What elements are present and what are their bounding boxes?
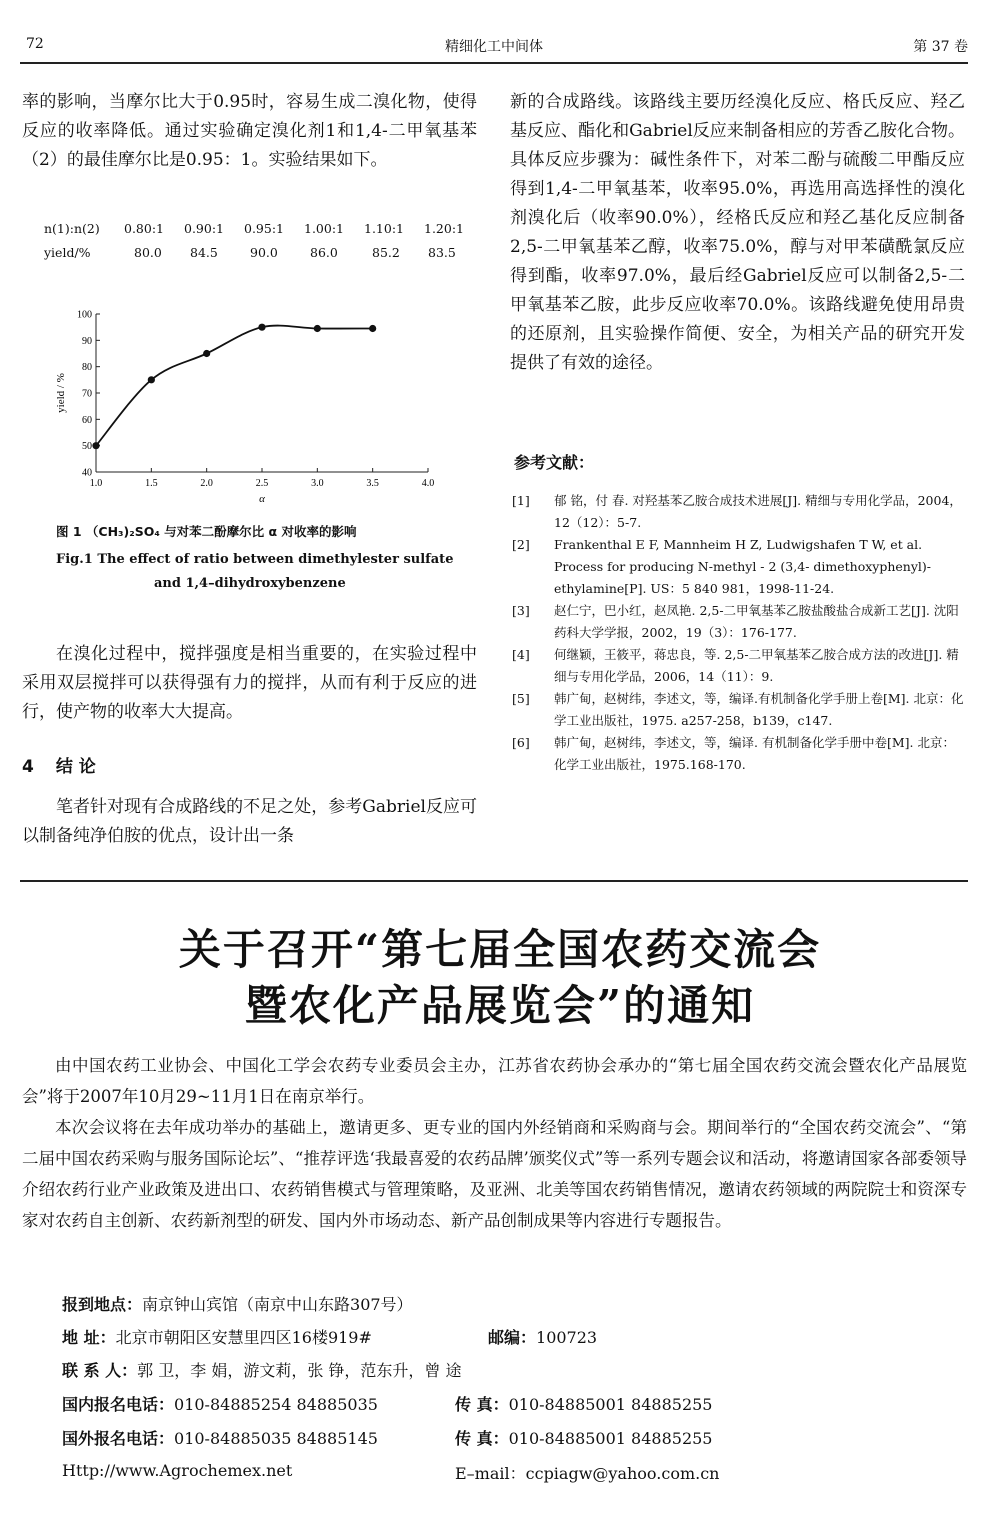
y-tick-label: 40 — [82, 467, 92, 479]
y-tick-label: 90 — [82, 335, 92, 347]
notice-title — [0, 922, 1000, 1034]
contacts-value: 郭 卫，李 娟，游文莉，张 铮，范东升，曾 途 — [137, 1361, 462, 1380]
figure-caption-en-line-2: and 1,4–dihydroxybenzene — [154, 576, 346, 591]
notice-title-line-1: 关于召开“第七届全国农药交流会 — [178, 925, 822, 974]
x-tick-label: 4.0 — [421, 478, 435, 489]
left-column-intro — [22, 88, 477, 175]
table-header-yield: yield/% — [44, 245, 91, 260]
domestic-fax-label: 传 真： — [455, 1395, 509, 1414]
page-number: 72 — [26, 36, 44, 52]
zip-value: 100723 — [536, 1328, 598, 1347]
reference-text: 韩广甸，赵树纬，李述文，等，编译.有机制备化学手册上卷[M]. 北京：化学工业出版社，1975. a257-258，b139，c147. — [554, 691, 964, 728]
x-axis-title: α — [259, 493, 265, 505]
y-tick-label: 50 — [82, 441, 92, 453]
data-point — [203, 350, 210, 357]
domestic-phone-label: 国内报名电话： — [62, 1395, 175, 1414]
volume-label: 第 37 卷 — [913, 39, 968, 55]
x-tick-label: 3.0 — [311, 478, 324, 489]
table-row-yield — [44, 242, 484, 266]
figure-caption-zh: 图 1 （CH₃)₂SO₄ 与对苯二酚摩尔比 α 对收率的影响 — [56, 524, 357, 539]
reference-text: 韩广甸，赵树纬，李述文，等，编译. 有机制备化学手册中卷[M]. 北京：化学工业出版社，1975.168-170. — [554, 735, 955, 772]
reference-number: [3] — [512, 603, 530, 618]
venue-label: 报到地点： — [62, 1295, 143, 1314]
stirring-paragraph: 在溴化过程中，搅拌强度是相当重要的，在实验过程中采用双层搅拌可以获得强有力的搅拌，从而有利于反应的进行，使产物的收率大大提高。 — [22, 644, 477, 722]
table-cell: 83.5 — [428, 245, 456, 260]
figure-caption-en-line-1: Fig.1 The effect of ratio between dimethylester sulfate — [56, 552, 454, 567]
notice-paragraph-1: 由中国农药工业协会、中国化工学会农药专业委员会主办，江苏省农药协会承办的“第七届全国农药交流会暨农化产品展览会”将于2007年10月29~11月1日在南京举行。 — [22, 1056, 967, 1106]
intl-phone-value: 010-84885035 84885145 — [174, 1429, 378, 1448]
left-paragraph-1: 率的影响，当摩尔比大于0.95时，容易生成二溴化物，使得反应的收率降低。通过实验确定溴化剂1和1,4-二甲氧基苯（2）的最佳摩尔比是0.95：1。实验结果如下。 — [22, 92, 477, 170]
y-axis-title: yield / % — [55, 373, 67, 413]
address-line — [62, 1325, 372, 1348]
venue-line — [62, 1292, 413, 1315]
conclusion-paragraph: 笔者针对现有合成路线的不足之处，参考Gabriel反应可以制备纯净伯胺的优点，设计出一条 — [22, 797, 477, 846]
data-point — [148, 376, 155, 383]
reference-item — [512, 732, 967, 776]
intl-phone-label: 国外报名电话： — [62, 1429, 175, 1448]
section-number: 4 — [22, 757, 34, 777]
email-link[interactable]: ccpiagw@yahoo.com.cn — [525, 1464, 720, 1483]
x-tick-label: 2.0 — [200, 478, 213, 489]
reference-text: 赵仁宁，巴小红，赵凤艳. 2,5-二甲氧基苯乙胺盐酸盐合成新工艺[J]. 沈阳药科大学学报，2002，19（3）：176-177. — [554, 603, 959, 640]
email-label: E–mail： — [455, 1464, 526, 1483]
email-line — [455, 1461, 719, 1484]
table-cell: 1.20:1 — [424, 221, 464, 236]
contacts-line — [62, 1358, 462, 1381]
intl-fax-line — [455, 1426, 712, 1449]
series-line — [96, 326, 373, 446]
yield-line-chart — [30, 302, 450, 512]
x-tick-label: 1.5 — [145, 478, 158, 489]
x-tick-label: 2.5 — [255, 478, 269, 489]
reference-item — [512, 600, 967, 644]
intl-phone-line — [62, 1426, 378, 1449]
y-tick-label: 70 — [82, 388, 92, 400]
data-point — [314, 325, 321, 332]
table-cell: 80.0 — [134, 245, 162, 260]
table-cell: 0.95:1 — [244, 221, 284, 236]
section-title: 结 论 — [55, 757, 96, 777]
zip-label: 邮编： — [488, 1328, 537, 1347]
reference-number: [5] — [512, 691, 530, 706]
notice-body — [22, 1050, 967, 1236]
domestic-fax-value: 010-84885001 84885255 — [508, 1395, 713, 1414]
header-rule — [20, 62, 968, 64]
reference-text: Frankenthal E F, Mannheim H Z, Ludwigshafen T W, et al. Process for producing N-methyl - 2 (3,4- dimethoxyphenyl)-ethylamine[P]. US：5 840 981，1998-11-24. — [554, 537, 932, 596]
table-cell: 84.5 — [190, 245, 218, 260]
reference-item — [512, 644, 967, 688]
data-point — [92, 442, 99, 449]
reference-item — [512, 490, 967, 534]
table-cell: 90.0 — [250, 245, 278, 260]
table-cell: 0.90:1 — [184, 221, 224, 236]
yield-table — [44, 218, 484, 266]
address-label: 地 址： — [62, 1328, 116, 1347]
domestic-phone-value: 010-84885254 84885035 — [174, 1395, 378, 1414]
page-header — [20, 30, 968, 60]
y-tick-label: 60 — [82, 414, 92, 426]
venue-value: 南京钟山宾馆（南京中山东路307号） — [142, 1295, 413, 1314]
stirring-section — [22, 640, 477, 727]
data-point — [369, 325, 376, 332]
conclusion-section — [22, 793, 477, 851]
figure-caption-en — [56, 548, 456, 596]
reference-text: 何继颖，王筱平，蒋忠良，等. 2,5-二甲氧基苯乙胺合成方法的改进[J]. 精细与专用化学品，2006，14（11）：9. — [554, 647, 959, 684]
address-value: 北京市朝阳区安慧里四区16楼919# — [115, 1328, 372, 1347]
reference-number: [6] — [512, 735, 530, 750]
journal-name: 精细化工中间体 — [445, 39, 543, 55]
references-heading: 参考文献： — [514, 453, 595, 472]
domestic-phone-line — [62, 1392, 378, 1415]
table-cell: 1.10:1 — [364, 221, 404, 236]
reference-number: [4] — [512, 647, 530, 662]
references-list — [512, 490, 967, 776]
table-cell: 86.0 — [310, 245, 338, 260]
data-point — [258, 324, 265, 331]
zip-line — [488, 1325, 597, 1348]
domestic-fax-line — [455, 1392, 712, 1415]
intl-fax-value: 010-84885001 84885255 — [508, 1429, 713, 1448]
reference-item — [512, 688, 967, 732]
section-heading-conclusion — [22, 752, 96, 777]
reference-number: [2] — [512, 537, 530, 552]
table-cell: 1.00:1 — [304, 221, 344, 236]
contacts-label: 联 系 人： — [62, 1361, 138, 1380]
reference-item — [512, 534, 967, 600]
intl-fax-label: 传 真： — [455, 1429, 509, 1448]
notice-title-line-2: 暨农化产品展览会”的通知 — [244, 981, 756, 1030]
y-tick-label: 100 — [77, 309, 92, 321]
table-cell: 85.2 — [372, 245, 400, 260]
right-column — [510, 88, 965, 378]
right-paragraph-1: 新的合成路线。该路线主要历经溴化反应、格氏反应、羟乙基反应、酯化和Gabriel反应来制备相应的芳香乙胺化合物。具体反应步骤为：碱性条件下，对苯二酚与硫酸二甲酯反应得到1,4-二甲氧基苯，收率95.0%，再选用高选择性的溴化剂溴化后（收率90.0%），经格氏反应和羟乙基化反应制备2,5-二甲氧基苯乙醇，收率75.0%，醇与对甲苯磺酰氯反应得到酯，收率97.0%，最后经Gabriel反应可以制备2,5-二甲氧基苯乙胺，此步反应收率70.0%。该路线避免使用昂贵的还原剂，且实验操作简便、安全，为相关产品的研究开发提供了有效的途径。 — [510, 92, 965, 373]
reference-text: 郁 铭，付 春. 对羟基苯乙胺合成技术进展[J]. 精细与专用化学品，2004，12（12）：5-7. — [554, 493, 962, 530]
reference-number: [1] — [512, 493, 530, 508]
x-tick-label: 1.0 — [89, 478, 103, 489]
section-divider — [20, 880, 968, 882]
website-link[interactable]: Http://www.Agrochemex.net — [62, 1461, 293, 1480]
table-cell: 0.80:1 — [124, 221, 164, 236]
y-tick-label: 80 — [82, 362, 92, 374]
x-tick-label: 3.5 — [366, 478, 379, 489]
notice-paragraph-2: 本次会议将在去年成功举办的基础上，邀请更多、更专业的国内外经销商和采购商与会。期间举行的“全国农药交流会”、“第二届中国农药采购与服务国际论坛”、“推荐评选‘我最喜爱的农药品牌’颁奖仪式”等一系列专题会议和活动，将邀请国家各部委领导介绍农药行业产业政策及进出口、农药销售模式与管理策略，及亚洲、北美等国农药销售情况，邀请农药领域的两院院士和资深专家对农药自主创新、农药新剂型的研发、国内外市场动态、新产品创制成果等内容进行专题报告。 — [22, 1118, 967, 1230]
table-header-ratio: n(1):n(2) — [44, 221, 100, 236]
table-row-ratio — [44, 218, 484, 242]
